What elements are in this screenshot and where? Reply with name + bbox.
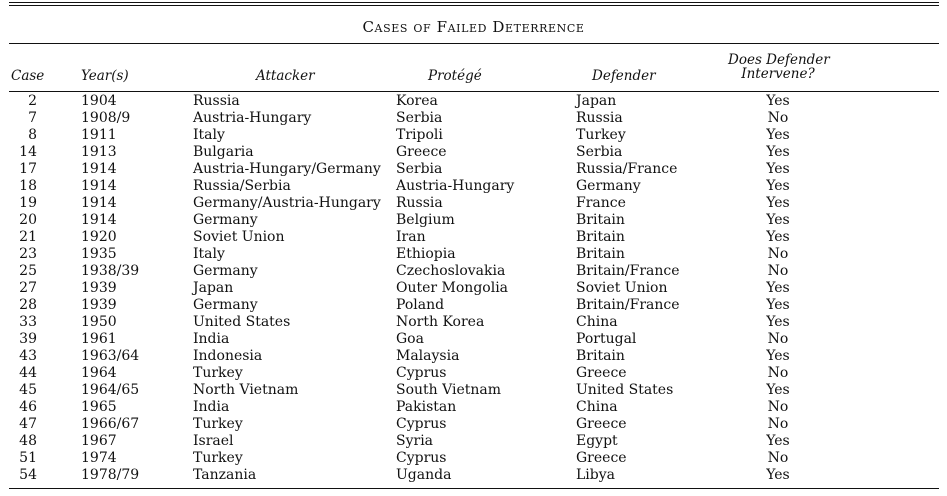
cell-intervene: Yes [766,297,790,313]
cell-case: 33 [19,314,37,330]
cell-year: 1911 [81,127,117,143]
cell-intervene: Yes [766,127,790,143]
top-double-rule-upper [9,2,939,3]
table-row [0,467,947,484]
header-defender: Defender [592,68,656,84]
cell-intervene: No [767,399,789,415]
cell-intervene: Yes [766,144,790,160]
table-row [0,348,947,365]
cell-case: 48 [19,433,37,449]
cell-year: 1920 [81,229,117,245]
cell-intervene: No [767,331,789,347]
cell-protege: Greece [396,144,447,160]
cell-intervene: Yes [766,93,790,109]
header-intervene [728,53,828,81]
cell-case: 20 [19,212,37,228]
cell-attacker: Indonesia [193,348,263,364]
cell-year: 1914 [81,161,117,177]
table-row [0,178,947,195]
cell-intervene: No [767,246,789,262]
cell-intervene: Yes [766,433,790,449]
cell-attacker: Austria-Hungary [193,110,312,126]
title-rule [9,43,939,44]
cell-intervene: Yes [766,348,790,364]
cell-attacker: Bulgaria [193,144,254,160]
cell-intervene: Yes [766,229,790,245]
header-attacker: Attacker [256,68,315,84]
cell-case: 54 [19,467,37,483]
cell-defender: China [576,399,618,415]
header-protege: Protégé [428,68,482,84]
cell-year: 1964/65 [81,382,140,398]
cell-attacker: India [193,399,230,415]
table-title: Cases of Failed Deterrence [362,18,585,36]
cell-defender: Greece [576,416,627,432]
cell-intervene: Yes [766,161,790,177]
cell-attacker: Germany [193,263,258,279]
cell-case: 43 [19,348,37,364]
cell-attacker: Germany [193,297,258,313]
cell-year: 1914 [81,178,117,194]
table-row [0,416,947,433]
cell-protege: Czechoslovakia [396,263,506,279]
cell-attacker: United States [193,314,291,330]
cell-case: 28 [19,297,37,313]
cell-intervene: Yes [766,467,790,483]
cell-case: 45 [19,382,37,398]
cell-defender: Russia [576,110,623,126]
cell-defender: Russia/France [576,161,678,177]
cell-year: 1935 [81,246,117,262]
cell-case: 7 [28,110,37,126]
table-row [0,365,947,382]
cell-protege: Austria-Hungary [396,178,515,194]
table-row [0,246,947,263]
cell-intervene: No [767,110,789,126]
table-row [0,331,947,348]
cell-defender: Serbia [576,144,623,160]
cell-defender: Greece [576,365,627,381]
cell-attacker: Russia/Serbia [193,178,291,194]
cell-year: 1938/39 [81,263,140,279]
table-row [0,263,947,280]
header-rule [9,91,939,92]
cell-case: 51 [19,450,37,466]
cell-year: 1939 [81,280,117,296]
cell-defender: Portugal [576,331,637,347]
cell-attacker: Russia [193,93,240,109]
cell-defender: France [576,195,626,211]
table-row [0,110,947,127]
cell-protege: Goa [396,331,424,347]
cell-defender: China [576,314,618,330]
cell-attacker: North Vietnam [193,382,299,398]
cell-intervene: No [767,263,789,279]
cell-protege: Uganda [396,467,452,483]
table-row [0,161,947,178]
header-intervene-line2: Intervene? [741,66,815,82]
cell-attacker: Germany/Austria-Hungary [193,195,381,211]
cell-protege: Cyprus [396,450,447,466]
cell-year: 1950 [81,314,117,330]
cell-case: 23 [19,246,37,262]
cell-defender: United States [576,382,674,398]
cell-protege: Malaysia [396,348,460,364]
cell-year: 1913 [81,144,117,160]
cell-protege: North Korea [396,314,485,330]
table-row [0,297,947,314]
cell-case: 2 [28,93,37,109]
cell-protege: Korea [396,93,438,109]
cell-case: 14 [19,144,37,160]
cell-attacker: Italy [193,127,225,143]
cell-case: 47 [19,416,37,432]
table-row [0,433,947,450]
cell-attacker: Japan [193,280,234,296]
cell-year: 1966/67 [81,416,140,432]
cell-protege: Syria [396,433,434,449]
cell-year: 1914 [81,212,117,228]
cell-year: 1939 [81,297,117,313]
cell-protege: Russia [396,195,443,211]
table-row [0,399,947,416]
cell-case: 18 [19,178,37,194]
cell-attacker: Turkey [193,416,243,432]
cell-case: 17 [19,161,37,177]
table-row [0,127,947,144]
table-row [0,144,947,161]
table-row [0,229,947,246]
cell-protege: Iran [396,229,426,245]
top-double-rule-lower [9,5,939,6]
bottom-rule [9,488,939,489]
cell-protege: Poland [396,297,445,313]
cell-defender: Greece [576,450,627,466]
header-case: Case [11,68,45,84]
cell-attacker: Israel [193,433,234,449]
cell-protege: Cyprus [396,365,447,381]
cell-case: 39 [19,331,37,347]
cell-protege: Serbia [396,161,443,177]
header-year: Year(s) [81,68,129,84]
cell-year: 1967 [81,433,117,449]
cell-year: 1965 [81,399,117,415]
table-row [0,93,947,110]
table-row [0,195,947,212]
cell-year: 1904 [81,93,117,109]
cell-protege: Ethiopia [396,246,456,262]
cell-protege: Tripoli [396,127,443,143]
cell-defender: Turkey [576,127,626,143]
cell-protege: Belgium [396,212,455,228]
cell-intervene: No [767,416,789,432]
table-row [0,280,947,297]
cell-defender: Britain [576,246,625,262]
cell-protege: Serbia [396,110,443,126]
cell-attacker: Tanzania [193,467,257,483]
cell-case: 27 [19,280,37,296]
cell-case: 44 [19,365,37,381]
table-row [0,450,947,467]
cell-case: 25 [19,263,37,279]
cell-protege: South Vietnam [396,382,502,398]
cell-year: 1964 [81,365,117,381]
cell-attacker: India [193,331,230,347]
cell-intervene: Yes [766,382,790,398]
cell-defender: Britain/France [576,297,680,313]
cell-case: 19 [19,195,37,211]
table-row [0,314,947,331]
cell-intervene: Yes [766,280,790,296]
cell-defender: Libya [576,467,615,483]
table-row [0,212,947,229]
cell-defender: Britain [576,348,625,364]
cell-protege: Cyprus [396,416,447,432]
table-row [0,382,947,399]
cell-year: 1914 [81,195,117,211]
cell-defender: Soviet Union [576,280,668,296]
cell-attacker: Germany [193,212,258,228]
cell-year: 1974 [81,450,117,466]
header-intervene-line1: Does Defender [728,52,830,68]
cell-defender: Britain/France [576,263,680,279]
cell-attacker: Turkey [193,450,243,466]
cell-attacker: Soviet Union [193,229,285,245]
cell-year: 1978/79 [81,467,140,483]
cell-protege: Pakistan [396,399,457,415]
cell-intervene: Yes [766,212,790,228]
cell-defender: Egypt [576,433,618,449]
cell-defender: Britain [576,212,625,228]
cell-year: 1963/64 [81,348,140,364]
cell-case: 8 [28,127,37,143]
cell-defender: Germany [576,178,641,194]
cell-year: 1908/9 [81,110,131,126]
cell-intervene: Yes [766,314,790,330]
cell-intervene: No [767,450,789,466]
cell-attacker: Italy [193,246,225,262]
cell-defender: Britain [576,229,625,245]
cell-case: 21 [19,229,37,245]
cell-intervene: Yes [766,178,790,194]
cell-attacker: Austria-Hungary/Germany [193,161,381,177]
cell-defender: Japan [576,93,617,109]
cell-case: 46 [19,399,37,415]
cell-intervene: No [767,365,789,381]
cell-protege: Outer Mongolia [396,280,509,296]
cell-intervene: Yes [766,195,790,211]
cell-year: 1961 [81,331,117,347]
cell-attacker: Turkey [193,365,243,381]
